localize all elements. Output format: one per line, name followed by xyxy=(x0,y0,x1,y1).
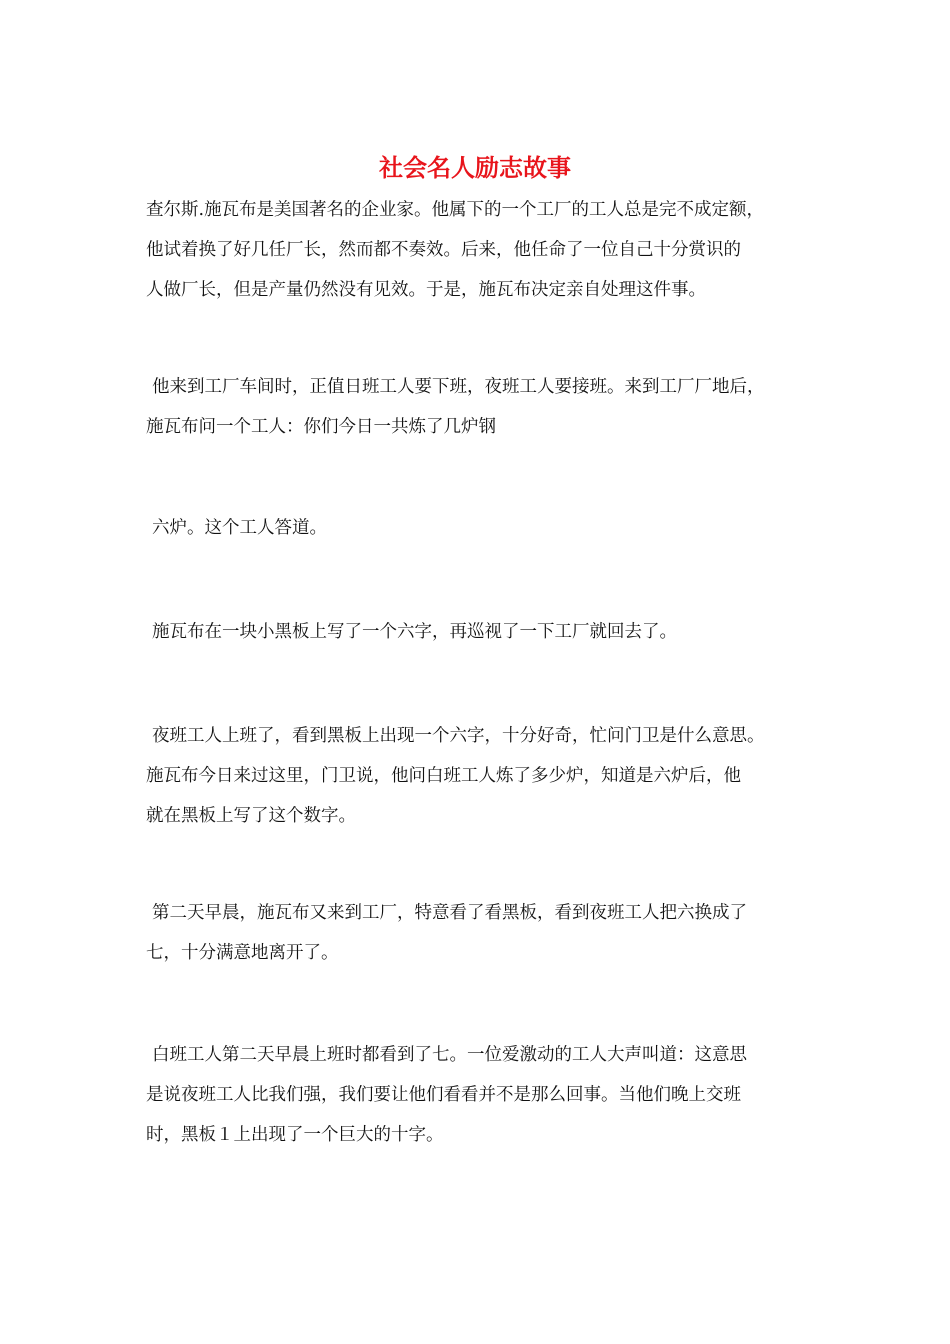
paragraph-line: 施瓦布问一个工人：你们今日一共炼了几炉钢 xyxy=(146,417,496,437)
paragraph-line: 施瓦布在一块小黑板上写了一个六字，再巡视了一下工厂就回去了。 xyxy=(152,622,677,642)
paragraph-line: 他试着换了好几任厂长，然而都不奏效。后来，他任命了一位自己十分赏识的 xyxy=(146,240,741,260)
paragraph-3 xyxy=(146,508,846,548)
paragraph-5 xyxy=(146,716,846,836)
paragraph-line: 人做厂长，但是产量仍然没有见效。于是，施瓦布决定亲自处理这件事。 xyxy=(146,280,706,300)
paragraph-line: 第二天早晨，施瓦布又来到工厂，特意看了看黑板，看到夜班工人把六换成了 xyxy=(152,903,747,923)
paragraph-line: 六炉。这个工人答道。 xyxy=(152,518,327,538)
document-title: 社会名人励志故事 xyxy=(379,153,571,182)
paragraph-7 xyxy=(146,1035,846,1155)
paragraph-line: 七，十分满意地离开了。 xyxy=(146,943,339,963)
paragraph-1 xyxy=(146,190,846,310)
paragraph-line: 查尔斯.施瓦布是美国著名的企业家。他属下的一个工厂的工人总是完不成定额， xyxy=(146,200,765,220)
paragraph-6 xyxy=(146,893,846,973)
paragraph-line: 白班工人第二天早晨上班时都看到了七。一位爱激动的工人大声叫道：这意思 xyxy=(152,1045,747,1065)
paragraph-line: 就在黑板上写了这个数字。 xyxy=(146,806,356,826)
paragraph-line: 他来到工厂车间时，正值日班工人要下班，夜班工人要接班。来到工厂厂地后， xyxy=(152,377,765,397)
paragraph-line: 夜班工人上班了，看到黑板上出现一个六字，十分好奇，忙问门卫是什么意思。 xyxy=(152,726,765,746)
paragraph-4 xyxy=(146,612,846,652)
paragraph-line: 时，黑板１上出现了一个巨大的十字。 xyxy=(146,1125,444,1145)
paragraph-2 xyxy=(146,367,846,447)
paragraph-line: 是说夜班工人比我们强，我们要让他们看看并不是那么回事。当他们晚上交班 xyxy=(146,1085,741,1105)
paragraph-line: 施瓦布今日来过这里，门卫说，他问白班工人炼了多少炉，知道是六炉后，他 xyxy=(146,766,741,786)
